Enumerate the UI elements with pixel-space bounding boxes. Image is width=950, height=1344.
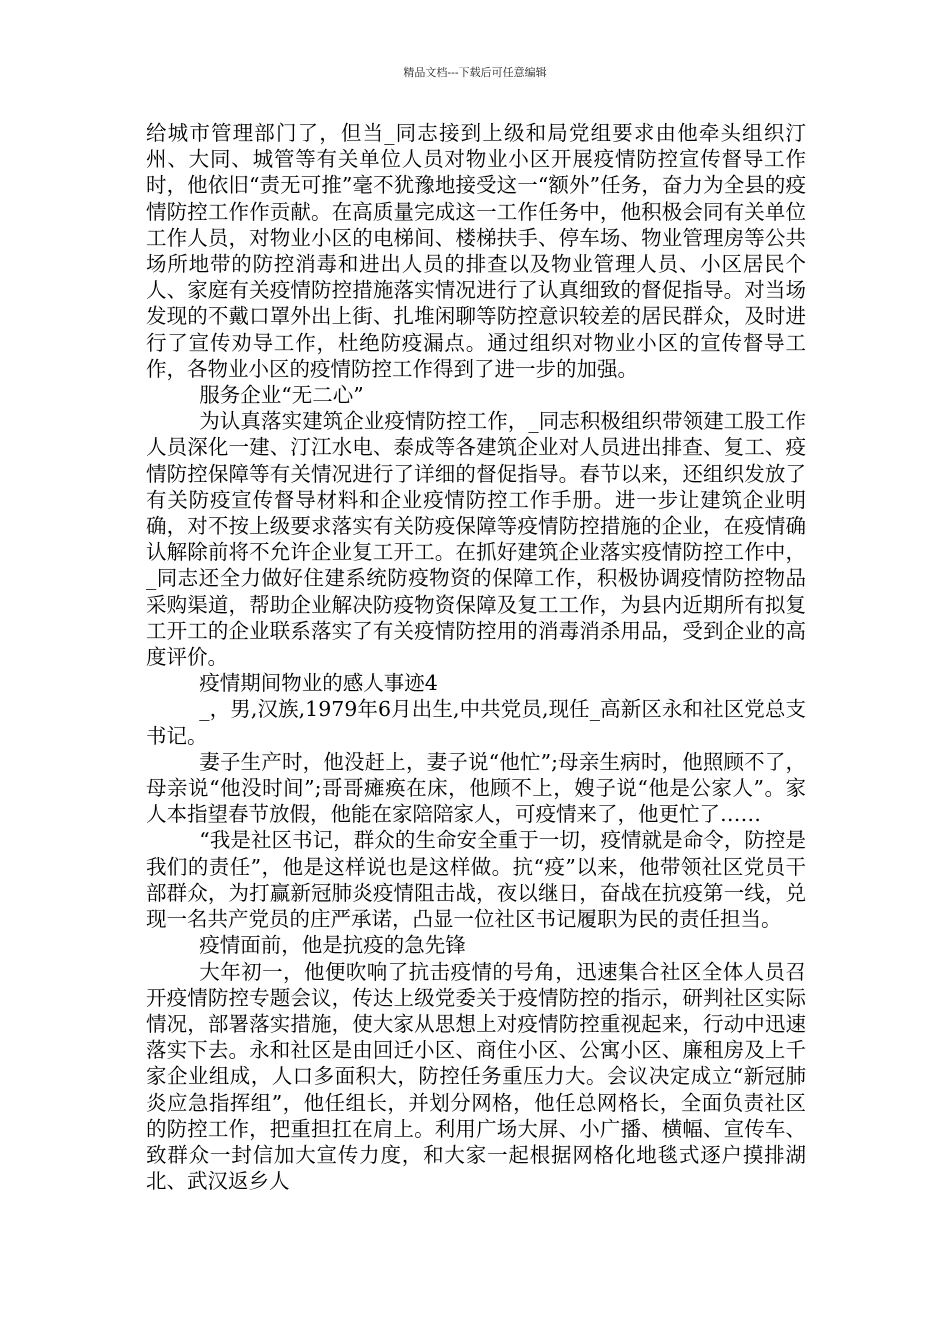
section-heading-pioneer: 疫情面前，他是抗疫的急先锋: [199, 933, 466, 958]
paragraph-3: _，男,汉族,1979年6月出生,中共党员,现任_高新区永和社区党总支书记。: [146, 697, 806, 748]
paragraph-5: “我是社区书记，群众的生命安全重于一切，疫情就是命令，防控是我们的责任”，他是这样说也是这样做。抗“疫”以来，他带领社区党员干部群众，为打赢新冠肺炎疫情阻击战，夜以继日，奋战在抗疫第一线，兑现一名共产党员的庄严承诺，凸显一位社区书记履职为民的责任担当。: [146, 828, 806, 932]
section-heading-service-enterprise: 服务企业“无二心”: [199, 383, 364, 408]
paragraph-2: 为认真落实建筑企业疫情防控工作，_同志积极组织带领建工股工作人员深化一建、汀江水电、泰成等各建筑企业对人员进出排查、复工、疫情防控保障等有关情况进行了详细的督促指导。春节以来，还组织发放了有关防疫宣传督导材料和企业疫情防控工作手册。进一步让建筑企业明确，对不按上级要求落实有关防疫保障等疫情防控措施的企业，在疫情确认解除前将不允许企业复工开工。在抓好建筑企业落实疫情防控工作中，_同志还全力做好住建系统防疫物资的保障工作，积极协调疫情防控物品采购渠道，帮助企业解决防疫物资保障及复工工作，为县内近期所有拟复工开工的企业联系落实了有关疫情防控用的消毒消杀用品，受到企业的高度评价。: [146, 409, 806, 670]
page-header: 精品文档---下载后可任意编辑: [403, 66, 547, 79]
paragraph-1: 给城市管理部门了，但当_同志接到上级和局党组要求由他牵头组织汀州、大同、城管等有关单位人员对物业小区开展疫情防控宣传督导工作时，他依旧“责无可推”毫不犹豫地接受这一“额外”任务，奋力为全县的疫情防控工作作贡献。在高质量完成这一工作任务中，他积极会同有关单位工作人员，对物业小区的电梯间、楼梯扶手、停车场、物业管理房等公共场所地带的防控消毒和进出人员的排查以及物业管理人员、小区居民个人、家庭有关疫情防控措施落实情况进行了认真细致的督促指导。对当场发现的不戴口罩外出上街、扎堆闲聊等防控意识较差的居民群众，及时进行了宣传劝导工作，杜绝防疫漏点。通过组织对物业小区的宣传督导工作，各物业小区的疫情防控工作得到了进一步的加强。: [146, 121, 806, 381]
paragraph-6: 大年初一，他便吹响了抗击疫情的号角，迅速集合社区全体人员召开疫情防控专题会议，传达上级党委关于疫情防控的指示，研判社区实际情况，部署落实措施，使大家从思想上对疫情防控重视起来，行动中迅速落实下去。永和社区是由回迁小区、商住小区、公寓小区、廉租房及上千家企业组成，人口多面积大，防控任务重压力大。会议决定成立“新冠肺炎应急指挥组”，他任组长，并划分网格，他任总网格长，全面负责社区的防控工作，把重担扛在肩上。利用广场大屏、小广播、横幅、宣传车、致群众一封信加大宣传力度，和大家一起根据网格化地毯式逐户摸排湖北、武汉返乡人: [146, 959, 806, 1194]
section-heading-touching-story-4: 疫情期间物业的感人事迹4: [199, 671, 438, 696]
document-body: [146, 120, 806, 1194]
paragraph-4: 妻子生产时，他没赶上，妻子说“他忙”;母亲生病时，他照顾不了，母亲说“他没时间”;哥哥瘫痪在床，他顾不上，嫂子说“他是公家人”。家人本指望春节放假，他能在家陪陪家人，可疫情来了，他更忙了……: [146, 749, 806, 827]
